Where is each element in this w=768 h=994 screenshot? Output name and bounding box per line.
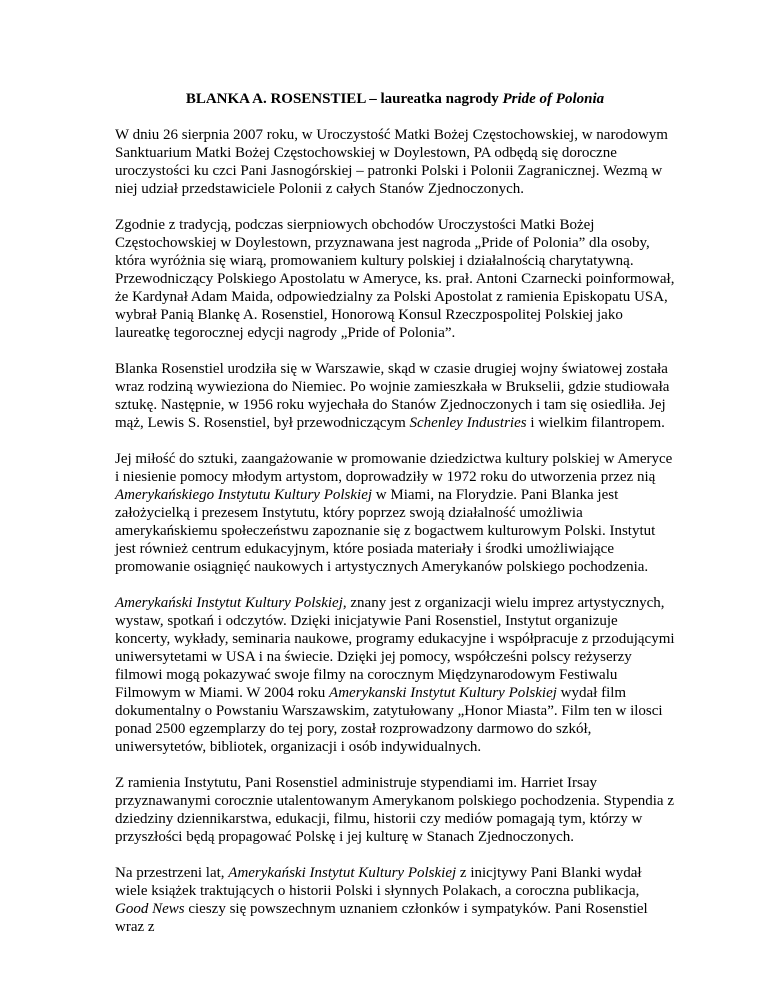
text-segment: Z ramienia Instytutu, Pani Rosenstiel administruje stypendiami im. Harriet Irsay przyznawanymi corocznie utalentowanym Amerykanom polskiego pochodzenia. Stypendia z dziedziny dziennikarstwa, edukacji, filmu, historii czy mediów pomagają tym, którzy w przyszłości będą propagować Polskę i jej kulturę w Stanach Zjednoczonych. [115, 775, 674, 845]
body-text [115, 126, 675, 936]
title-main: BLANKA A. ROSENSTIEL – laureatka nagrody [185, 91, 503, 107]
text-segment: , znany jest z organizacji wielu imprez artystycznych, wystaw, spotkań i odczytów. Dzięki inicjatywie Pani Rosenstiel, Instytut organizuje koncerty, wykłady, seminaria naukowe, programy edukacyjne i współpracuje z przodującymi uniwersytetami w USA i na świecie. Dzięki jej pomocy, współcześni polscy reżyserzy filmowi mogą pokazywać swoje filmy na corocznym Międzynarodowym Festiwalu Filmowym w Miami. W 2004 roku [115, 595, 675, 701]
paragraph [115, 126, 675, 198]
paragraph [115, 774, 675, 846]
text-segment: W dniu 26 sierpnia 2007 roku, w Uroczystość Matki Bożej Częstochowskiej, w narodowym Sanktuarium Matki Bożej Częstochowskiej w Doylestown, PA odbędą się doroczne uroczystości ku czci Pani Jasnogórskiej – patronki Polski i Polonii Zagranicznej. Wezmą w niej udział przedstawiciele Polonii z całych Stanów Zjednoczonych. [115, 127, 668, 197]
text-segment: w Miami, na Florydzie. Pani Blanka jest założycielką i prezesem Instytutu, który poprzez swoją działalność umożliwia amerykańskiemu społeczeństwu zapoznanie się z bogactwem kulturowym Polski. Instytut jest również centrum edukacyjnym, które posiada materiały i środki umożliwiające promowanie osiągnięć naukowych i artystycznych Amerykanów polskiego pochodzenia. [115, 487, 656, 575]
italic-text: Good News [115, 901, 185, 917]
text-segment: Jej miłość do sztuki, zaangażowanie w promowanie dziedzictwa kultury polskiej w Ameryce i niesienie pomocy młodym artystom, doprowadziły w 1972 roku do utworzenia przez nią [115, 451, 673, 485]
text-segment: z inicjtywy Pani Blanki wydał wiele książek traktujących o historii Polski i słynnych Polakach, a coroczna publikacja, [115, 865, 642, 899]
text-segment: cieszy się powszechnym uznaniem członków i sympatyków. Pani Rosenstiel wraz z [115, 901, 648, 935]
italic-text: Amerykański Instytut Kultury Polskiej [115, 595, 343, 611]
text-segment: Blanka Rosenstiel urodziła się w Warszawie, skąd w czasie drugiej wojny światowej została wraz rodziną wywieziona do Niemiec. Po wojnie zamieszkała w Brukselii, gdzie studiowała sztukę. Następnie, w 1956 roku wyjechała do Stanów Zjednoczonych i tam się osiedliła. Jej mąż, Lewis S. Rosenstiel, był przewodniczącym [115, 361, 670, 431]
document-page [115, 90, 675, 936]
text-segment: i wielkim filantropem. [526, 415, 665, 431]
paragraph [115, 864, 675, 936]
text-segment: wydał film dokumentalny o Powstaniu Warszawskim, zatytułowany „Honor Miasta”. Film ten w ilosci ponad 2500 egzemplarzy do tej pory, został rozprowadzony darmowo do szkół, uniwersytetów, bibliotek, organizacji i osób indywidualnych. [115, 685, 663, 755]
text-segment: Zgodnie z tradycją, podczas sierpniowych obchodów Uroczystości Matki Bożej Częstochowskiej w Doylestown, przyznawana jest nagroda „Pride of Polonia” dla osoby, która wyróżnia się wiarą, promowaniem kultury polskiej i działalnością charytatywną. Przewodniczący Polskiego Apostolatu w Ameryce, ks. prał. Antoni Czarnecki poinformował, że Kardynał Adam Maida, odpowiedzialny za Polski Apostolat z ramienia Episkopatu USA, wybrał Panią Blankę A. Rosenstiel, Honorową Konsul Rzeczpospolitej Polskiej jako laureatkę tegorocznej edycji nagrody „Pride of Polonia”. [115, 217, 675, 341]
paragraph [115, 360, 675, 432]
paragraph [115, 450, 675, 576]
document-title [115, 90, 675, 108]
italic-text: Amerykański Instytut Kultury Polskiej [228, 865, 457, 881]
title-italic: Pride of Polonia [502, 91, 605, 107]
italic-text: Amerykanski Instytut Kultury Polskiej [329, 685, 557, 701]
paragraph [115, 216, 675, 342]
text-segment: Na przestrzeni lat, [115, 865, 229, 881]
italic-text: Amerykańskiego Instytutu Kultury Polskiej [115, 487, 373, 503]
paragraph [115, 594, 675, 756]
italic-text: Schenley Industries [409, 415, 527, 431]
